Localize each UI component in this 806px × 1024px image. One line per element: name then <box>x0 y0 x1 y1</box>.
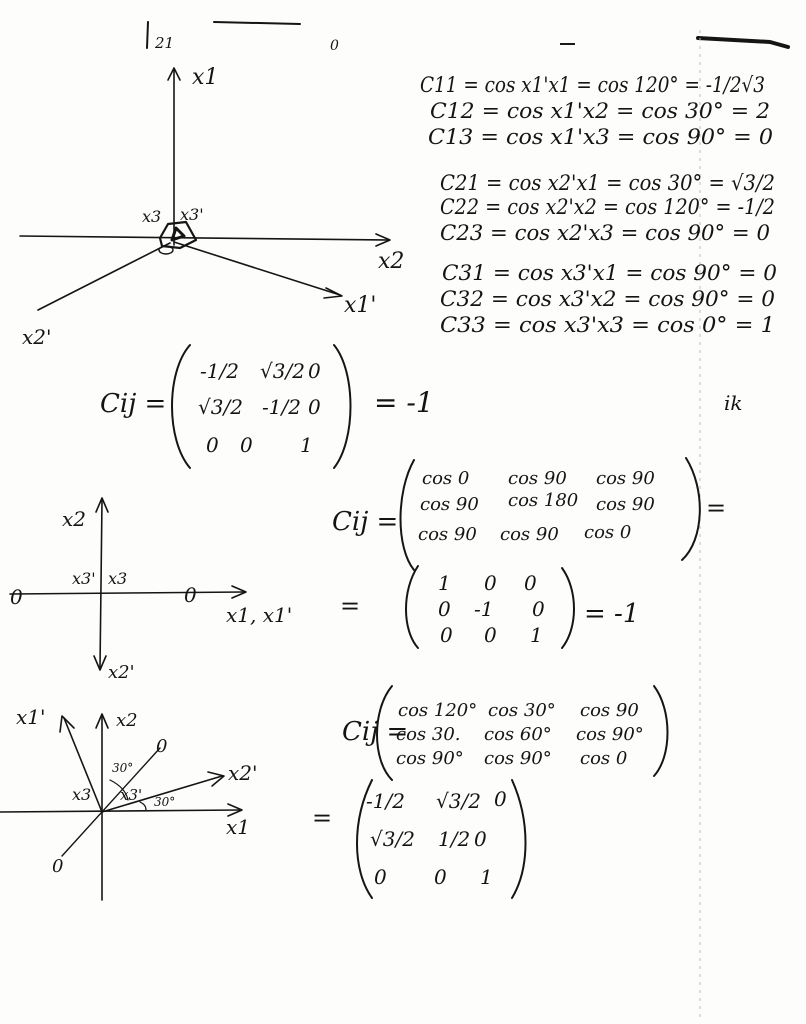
theta-mark: 0 <box>184 583 197 607</box>
direction-cosines-list <box>420 73 777 337</box>
equals-sign: = <box>340 592 361 620</box>
matrix-3 <box>312 686 668 898</box>
matrix-cell: 1 <box>438 571 451 595</box>
matrix-cell: cos 90 <box>596 494 655 515</box>
matrix-cell: 0 <box>440 623 453 647</box>
label-x2: x2 <box>378 249 405 274</box>
header-mark: 0 <box>330 38 339 54</box>
axis-x1 <box>10 592 244 594</box>
matrix-bracket-right <box>512 780 526 898</box>
label-x3-prime: x3' <box>180 205 204 224</box>
matrix-cell: cos 0 <box>584 522 632 543</box>
matrix-cell: cos 60° <box>484 724 552 745</box>
matrix-cell: 0 <box>434 865 447 889</box>
matrix-bracket-left <box>401 460 415 570</box>
angle-label: 30° <box>154 795 176 809</box>
label-x1-prime: x1' <box>344 293 377 318</box>
matrix-cell: 0 <box>438 597 451 621</box>
matrix-cell: 0 <box>240 433 253 457</box>
label-x1: x1 <box>192 65 219 90</box>
matrix-1 <box>100 345 434 468</box>
matrix-cell: cos 90° <box>484 748 552 769</box>
label-x2-prime: x2' <box>22 325 52 349</box>
axis-x1 <box>0 810 240 812</box>
cosine-line: C33 = cos x3'x3 = cos 0° = 1 <box>440 313 775 337</box>
matrix-cell: 1 <box>530 623 543 647</box>
label-x1: x1 <box>226 815 251 839</box>
axis-x2 <box>100 500 102 668</box>
matrix-cell: -1/2 <box>200 359 239 383</box>
matrix-bracket-right <box>562 568 574 648</box>
matrix-cell: √3/2 <box>370 827 415 851</box>
cosine-line: C11 = cos x1'x1 = cos 120° = -1/2√3 <box>420 73 765 97</box>
theta-mark: 0 <box>156 736 168 757</box>
matrix-cell: cos 90 <box>508 468 567 489</box>
matrix-cell: cos 0 <box>422 468 470 489</box>
cosine-line: C31 = cos x3'x1 = cos 90° = 0 <box>442 261 777 285</box>
matrix-cell: 1 <box>300 433 313 457</box>
matrix-cell: cos 90 <box>418 524 477 545</box>
page-number: 21 <box>155 34 175 52</box>
label-x1-x1-prime: x1, x1' <box>226 603 293 627</box>
matrix-cell: -1 <box>474 597 494 621</box>
matrix-bracket-left <box>172 345 190 468</box>
matrix-cell: 0 <box>484 623 497 647</box>
matrix-bracket-right <box>654 686 668 776</box>
matrix-label: Cij = <box>332 507 399 537</box>
cosine-line: C22 = cos x2'x2 = cos 120° = -1/2 <box>440 195 775 219</box>
equals-sign: = <box>706 494 727 522</box>
matrix-cell: cos 30° <box>488 700 556 721</box>
matrix-cell: 0 <box>532 597 545 621</box>
diagram-reflection <box>10 498 292 683</box>
cosine-line: C21 = cos x2'x1 = cos 30° = √3/2 <box>440 171 775 195</box>
label-x1-prime: x1' <box>16 705 46 729</box>
matrix-cell: 0 <box>206 433 219 457</box>
cosine-line: C12 = cos x1'x2 = cos 30° = 2 <box>430 99 770 123</box>
matrix-cell: cos 90 <box>500 524 559 545</box>
scan-mark <box>147 22 148 48</box>
matrix-cell: cos 90 <box>420 494 479 515</box>
matrix-cell: cos 0 <box>580 748 628 769</box>
label-x2-prime: x2' <box>228 761 258 785</box>
scan-mark <box>698 38 788 47</box>
matrix-bracket-left <box>406 566 418 648</box>
matrix-cell: 0 <box>308 395 321 419</box>
label-x3: x3 <box>108 569 128 588</box>
matrix-cell: 0 <box>524 571 537 595</box>
axis-x2 <box>20 236 388 240</box>
cosine-line: C13 = cos x1'x3 = cos 90° = 0 <box>428 125 773 149</box>
diagram-rotation-1 <box>20 65 404 349</box>
label-x2: x2 <box>62 507 87 531</box>
label-x3: x3 <box>72 785 92 804</box>
margin-mark: ik <box>724 391 743 415</box>
matrix-cell: cos 30. <box>396 724 461 745</box>
matrix-cell: 0 <box>484 571 497 595</box>
label-x3-prime: x3' <box>72 569 96 588</box>
matrix-cell: 1/2 <box>438 827 471 851</box>
matrix-cell: √3/2 <box>260 359 305 383</box>
matrix-cell: cos 120° <box>398 700 478 721</box>
label-x3: x3 <box>142 207 162 226</box>
matrix-cell: 0 <box>474 827 487 851</box>
equals-sign: = <box>312 804 333 832</box>
matrix-cell: √3/2 <box>198 395 243 419</box>
cosine-line: C23 = cos x2'x3 = cos 90° = 0 <box>440 221 770 245</box>
angle-label: 30° <box>112 761 134 775</box>
cosine-line: C32 = cos x3'x2 = cos 90° = 0 <box>440 287 775 311</box>
matrix-cell: -1/2 <box>262 395 301 419</box>
axis-x2-prime <box>38 243 170 310</box>
label-x2-prime: x2' <box>108 662 135 683</box>
matrix-cell: cos 180 <box>508 490 579 511</box>
theta-mark: 0 <box>10 585 23 609</box>
matrix-cell: cos 90 <box>580 700 639 721</box>
matrix-cell: cos 90 <box>596 468 655 489</box>
matrix-cell: cos 90° <box>576 724 644 745</box>
label-x3-prime: x3' <box>120 786 143 804</box>
label-x2: x2 <box>116 710 138 731</box>
matrix-label: Cij = <box>342 717 409 747</box>
determinant-result: = -1 <box>374 386 434 419</box>
axis-x1-prime <box>174 242 340 295</box>
scan-mark <box>214 22 300 24</box>
matrix-label: Cij = <box>100 389 167 419</box>
matrix-bracket-right <box>334 345 351 468</box>
diagram-rotation-2 <box>0 705 258 900</box>
matrix-cell: 0 <box>374 865 387 889</box>
matrix-cell: 1 <box>480 865 493 889</box>
matrix-bracket-right <box>682 458 700 560</box>
matrix-cell: -1/2 <box>366 789 405 813</box>
matrix-cell: 0 <box>308 359 321 383</box>
determinant-result: = -1 <box>584 599 640 629</box>
matrix-cell: 0 <box>494 787 507 811</box>
matrix-2 <box>332 458 726 648</box>
theta-mark: 0 <box>52 856 64 877</box>
matrix-cell: cos 90° <box>396 748 464 769</box>
matrix-cell: √3/2 <box>436 789 481 813</box>
